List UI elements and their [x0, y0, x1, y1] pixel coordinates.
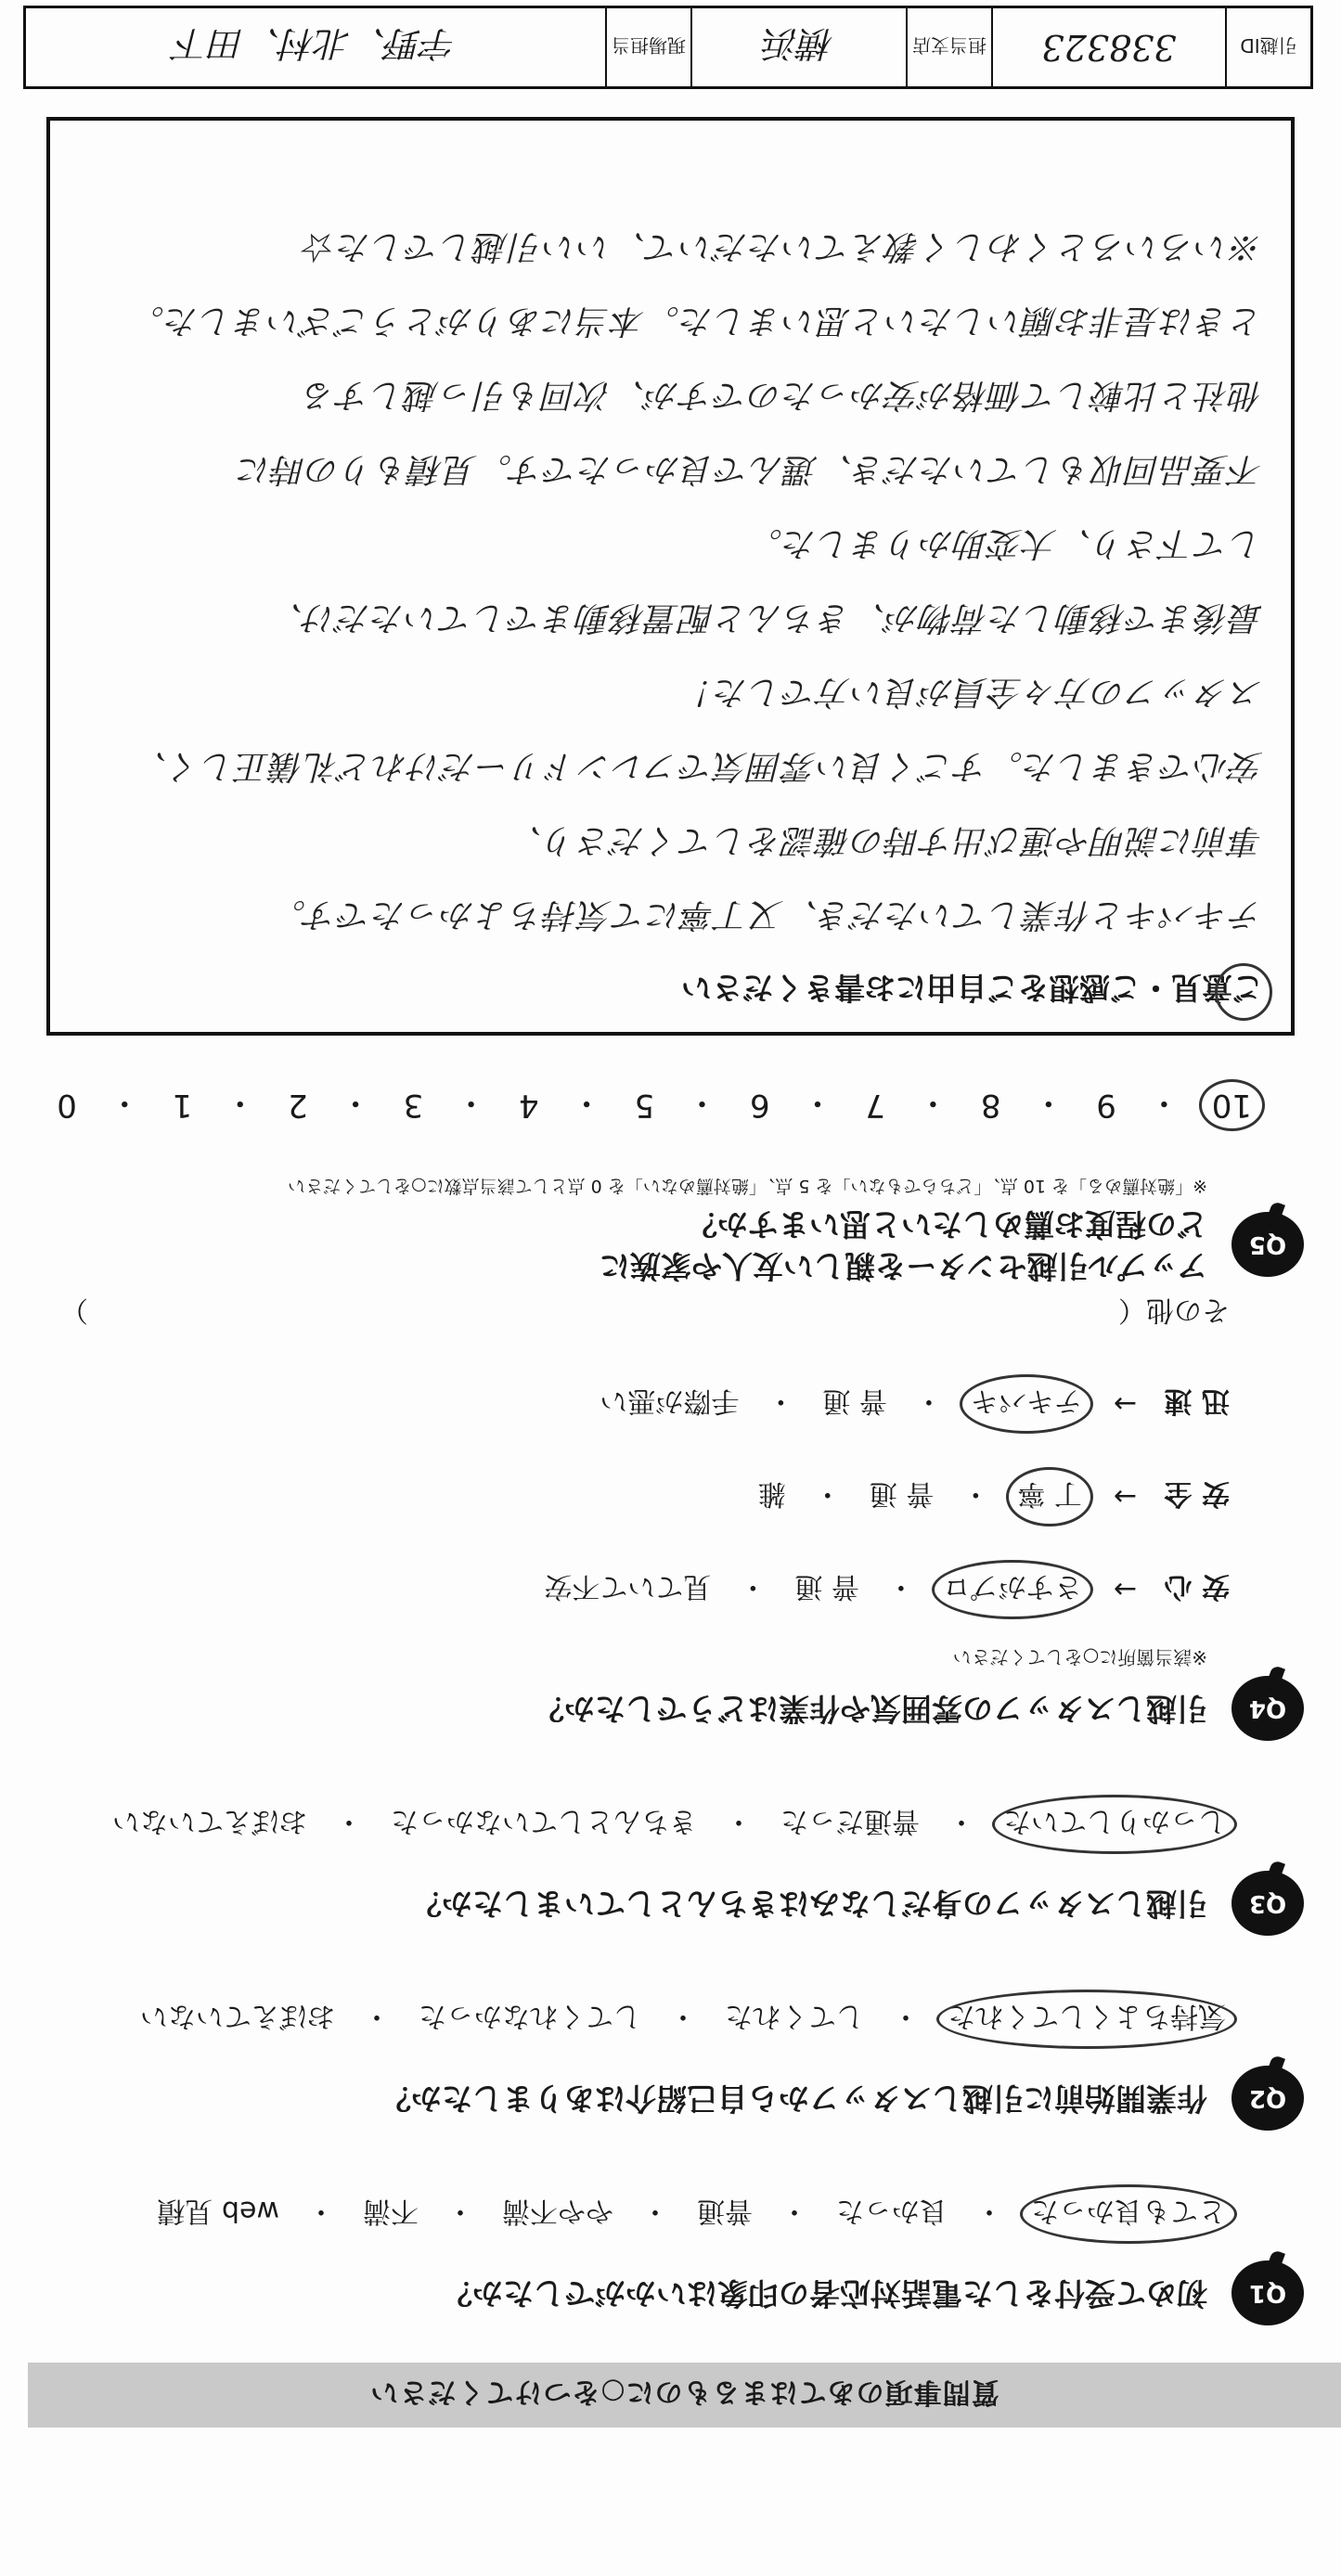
q5-score-7[interactable]: 7: [865, 1087, 886, 1125]
q3-option-1[interactable]: しっかりしていた: [999, 1802, 1230, 1847]
q3-option-4[interactable]: おぼえていない: [112, 1805, 307, 1837]
question-2: [23, 1997, 1304, 2131]
q4-other-label[interactable]: その他（: [1118, 1294, 1230, 1326]
q4-row-2-option-3[interactable]: 雑: [757, 1477, 786, 1510]
q1-option-6[interactable]: web 見積: [157, 2195, 279, 2227]
q1-option-3[interactable]: 普通: [697, 2195, 753, 2227]
q4-row-1-option-2[interactable]: 普 通: [794, 1570, 859, 1603]
comment-box: [46, 117, 1295, 1036]
q4-badge: Q4: [1231, 1676, 1304, 1741]
arrow-right-icon: →: [1113, 1387, 1137, 1421]
q1-option-2[interactable]: 良かった: [836, 2195, 948, 2227]
q2-text: 作業開始前に引越しスタッフから自己紹介はありましたか？: [380, 2080, 1207, 2118]
q5-scale: 10 ・ 9 ・ 8 ・ 7 ・ 6 ・ 5 ・ 4 ・ 3 ・ 2 ・ 1 ・ 0: [51, 1083, 1257, 1128]
q5-score-2[interactable]: 2: [288, 1087, 308, 1125]
branch-label: 担当支店: [906, 8, 991, 86]
q5-score-9[interactable]: 9: [1096, 1087, 1116, 1125]
q5-score-4[interactable]: 4: [519, 1087, 539, 1125]
comment-line: 他社と比較して価格が安かったのですが、次回も引っ越しする: [301, 376, 1263, 414]
q1-option-1[interactable]: とても良かった: [1027, 2192, 1230, 2236]
info-table: [23, 6, 1313, 89]
site-staff-label: 現場担当: [605, 8, 690, 86]
q1-option-5[interactable]: 不満: [363, 2195, 419, 2227]
q3-option-3[interactable]: きちんとしていなかった: [391, 1805, 697, 1837]
arrow-right-icon: →: [1113, 1480, 1137, 1513]
q2-option-4[interactable]: おぼえていない: [140, 2000, 335, 2032]
q4-row-2-option-1[interactable]: 丁 寧: [1013, 1475, 1086, 1519]
q4-row-1-option-3[interactable]: 見ていて不安: [544, 1570, 712, 1603]
branch-value[interactable]: 横浜: [690, 8, 906, 86]
comment-line: テキパキと作業していただき、又丁寧にて気持ちよかったです。: [271, 895, 1263, 934]
q4-other-row: [60, 1293, 1230, 1333]
q4-other-close: ）: [60, 1294, 88, 1326]
q1-options: とても良かった ・ 良かった ・ 普通 ・ やや不満 ・ 不満 ・ web 見積: [23, 2192, 1230, 2236]
comment-heading-text: 意見・ご感想をご自由にお書きください: [681, 970, 1232, 1006]
q1-text: 初めて受付をした電話対応者の印象はいかがでしたか？: [442, 2275, 1207, 2312]
q4-row-anzen: 安 全 → 丁 寧 ・ 普 通 ・ 雑: [23, 1475, 1230, 1519]
q3-text: 引越しスタッフの身だしなみはきちんとしていましたか？: [411, 1886, 1207, 1923]
move-id-value[interactable]: 338323: [991, 8, 1225, 86]
q2-option-2[interactable]: してくれた: [725, 2000, 864, 2032]
question-3: [23, 1802, 1304, 1936]
q5-score-8[interactable]: 8: [980, 1087, 1001, 1125]
q2-badge: Q2: [1231, 2066, 1304, 2131]
q4-row-jinsoku: 迅 速 → テキパキ ・ 普 通 ・ 手際が悪い: [23, 1382, 1230, 1426]
q4-row-3-label: 迅 速: [1164, 1385, 1230, 1417]
q4-row-1-option-1[interactable]: さすがプロ: [939, 1567, 1086, 1612]
q5-score-5[interactable]: 5: [634, 1087, 655, 1125]
q3-badge: Q3: [1231, 1871, 1304, 1936]
comment-line: して下さり、大変助かりました。: [747, 524, 1263, 562]
comment-line: 不要品回収もしていただき、選んで良かったです。見積もりの時に: [237, 450, 1263, 488]
comment-line: 最後まで移動した荷物が、きちんと配置移動までしていただけ、: [268, 599, 1263, 637]
q4-note: ※該当箇所に○をしてください: [952, 1646, 1207, 1668]
q5-note: ※「絶対薦める」を 10 点、「どちらでもない」を 5 点、「絶対薦めない」を 0 点として該当点数に○をしてください: [288, 1175, 1207, 1196]
comment-line: スタッフの方々全員が良い方でした！: [678, 673, 1263, 711]
comment-line: 事前に説明や運び出す時の確認をしてくださり、: [507, 821, 1263, 859]
q3-options: しっかりしていた ・ 普通だった ・ きちんとしていなかった ・ おぼえていない: [23, 1802, 1230, 1847]
q3-option-2[interactable]: 普通だった: [780, 1805, 920, 1837]
question-4: [23, 1293, 1304, 1741]
q5-score-6[interactable]: 6: [749, 1087, 770, 1125]
q1-option-4[interactable]: やや不満: [502, 2195, 613, 2227]
comment-line: ※いろいろとくわしく教えていただいて、いい引越しでした☆: [302, 227, 1263, 265]
arrow-right-icon: →: [1113, 1573, 1137, 1606]
q4-row-1-label: 安 心: [1164, 1570, 1230, 1603]
q4-row-2-option-2[interactable]: 普 通: [869, 1477, 935, 1510]
comment-line: 安心できました。すごく良い雰囲気でフレンドリーだけれど礼儀正しく、: [133, 747, 1263, 785]
question-1: [23, 2192, 1304, 2325]
site-staff-value[interactable]: 宇野、北村、田下: [174, 23, 458, 65]
q4-row-3-option-1[interactable]: テキパキ: [967, 1382, 1086, 1426]
comment-heading: [681, 968, 1263, 1011]
q4-row-anshin: 安 心 → さすがプロ ・ 普 通 ・ 見ていて不安: [23, 1567, 1230, 1612]
q5-score-0[interactable]: 0: [57, 1087, 77, 1125]
comment-line: ときは是非お願いしたいと思いました。本当にありがとうございました。: [129, 302, 1263, 340]
q2-options: 気持ちよくしてくれた ・ してくれた ・ してくれなかった ・ おぼえていない: [23, 1997, 1230, 2041]
question-5: [23, 1083, 1304, 1286]
q5-score-10[interactable]: 10: [1206, 1087, 1257, 1124]
q4-row-2-label: 安 全: [1164, 1477, 1230, 1510]
q2-option-3[interactable]: してくれなかった: [419, 2000, 641, 2032]
q4-row-3-option-3[interactable]: 手際が悪い: [600, 1385, 740, 1417]
q5-score-3[interactable]: 3: [403, 1087, 424, 1125]
q5-badge: Q5: [1231, 1212, 1304, 1277]
comment-heading-mark: ご: [1232, 968, 1263, 1011]
q4-row-3-option-2[interactable]: 普 通: [822, 1385, 887, 1417]
q5-text-line-2: どの程度お薦めしたいと思いますか？: [687, 1206, 1207, 1243]
q1-badge: Q1: [1231, 2260, 1304, 2325]
move-id-label: 引越ID: [1225, 8, 1310, 86]
q5-score-1[interactable]: 1: [172, 1087, 193, 1125]
instruction-banner: 質問事項のあてはまるものに○をつけてください: [28, 2363, 1341, 2428]
q5-text-line-1: アップル引越センターを親しい友人や家族に: [599, 1248, 1207, 1284]
q2-option-1[interactable]: 気持ちよくしてくれた: [944, 1997, 1230, 2041]
q4-text: 引越しスタッフの雰囲気や作業はどうでしたか？: [534, 1691, 1207, 1728]
handwritten-comment[interactable]: [78, 209, 1263, 951]
